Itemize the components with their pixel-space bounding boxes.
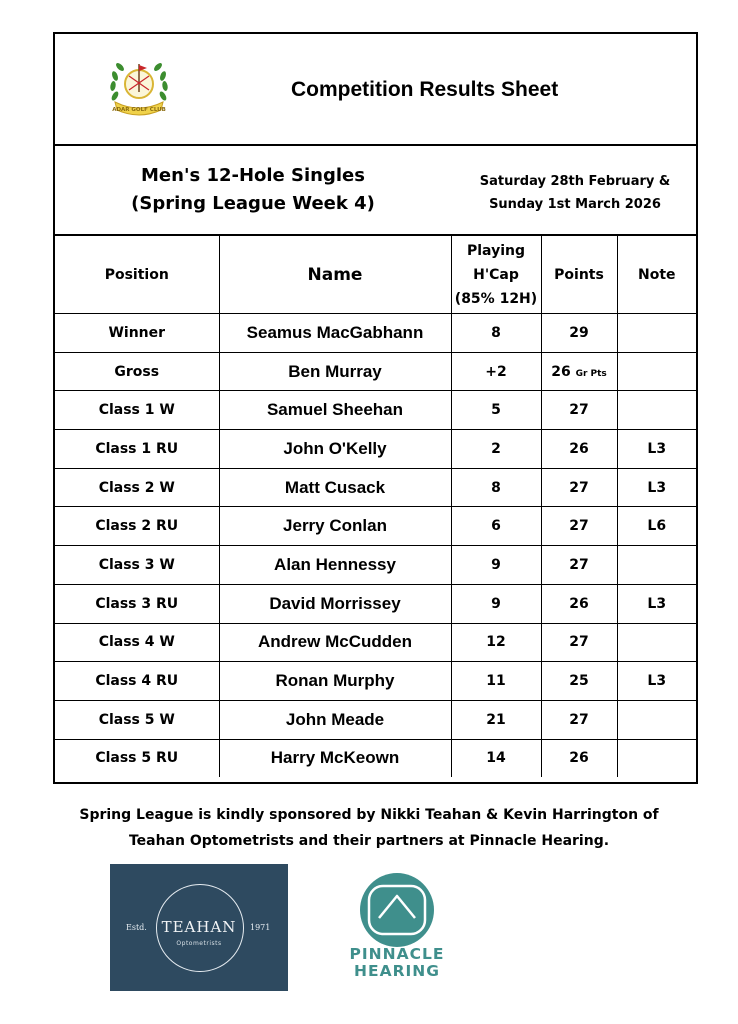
name-cell — [219, 700, 451, 739]
club-logo-text: ADAR GOLF CLUB — [112, 107, 166, 113]
note-cell — [617, 430, 696, 469]
column-header-handicap — [451, 236, 541, 314]
points-cell — [541, 314, 617, 353]
name-cell — [219, 468, 451, 507]
position-cell-value: Winner — [108, 324, 166, 341]
competition-date-line1: Saturday 28th February & — [479, 174, 671, 189]
position-cell — [55, 352, 219, 391]
points-cell-value: 27 — [569, 479, 589, 496]
handicap-cell — [451, 314, 541, 353]
handicap-cell-value: 6 — [491, 518, 501, 535]
teahan-year: 1971 — [250, 923, 271, 932]
points-cell-value: 27 — [569, 634, 589, 651]
handicap-cell — [451, 700, 541, 739]
position-cell — [55, 391, 219, 430]
pinnacle-hearing-logo — [352, 872, 442, 948]
position-cell — [55, 468, 219, 507]
name-cell — [219, 584, 451, 623]
points-cell — [541, 546, 617, 585]
handicap-cell — [451, 662, 541, 701]
results-sheet — [53, 32, 698, 784]
handicap-header-line3: (85% 12H) — [454, 290, 538, 307]
points-cell-value: 25 — [569, 673, 589, 690]
competition-date-line2: Sunday 1st March 2026 — [489, 197, 661, 212]
position-cell-value: Gross — [114, 363, 160, 380]
results-table-body — [55, 314, 696, 778]
points-cell-value: 27 — [569, 518, 589, 535]
points-cell — [541, 739, 617, 777]
note-cell — [617, 739, 696, 777]
note-cell-value: L3 — [647, 440, 667, 457]
name-cell — [219, 391, 451, 430]
note-cell — [617, 507, 696, 546]
name-cell — [219, 739, 451, 777]
position-cell-value: Class 3 W — [98, 556, 175, 573]
points-cell-value: 29 — [569, 324, 589, 341]
handicap-cell-value: 2 — [491, 440, 501, 457]
points-cell — [541, 584, 617, 623]
name-cell-value: Andrew McCudden — [258, 632, 412, 652]
handicap-cell-value: +2 — [485, 363, 507, 380]
position-cell — [55, 507, 219, 546]
name-cell-value: Alan Hennessy — [274, 554, 396, 574]
note-cell — [617, 391, 696, 430]
position-cell — [55, 430, 219, 469]
name-cell-value: David Morrissey — [269, 593, 401, 613]
points-cell-value: 26 — [551, 363, 571, 380]
position-cell-value: Class 3 RU — [95, 595, 179, 612]
name-cell-value: Harry McKeown — [270, 748, 400, 768]
note-cell-value: L6 — [647, 518, 667, 535]
table-row — [55, 507, 696, 546]
points-cell — [541, 623, 617, 662]
teahan-name: TEAHAN — [161, 918, 237, 936]
points-cell-value: 27 — [569, 711, 589, 728]
pinnacle-word-line2: HEARING — [354, 962, 440, 980]
points-cell — [541, 430, 617, 469]
sponsor-line2: Teahan Optometrists and their partners at Pinnacle Hearing. — [128, 833, 610, 849]
table-row — [55, 430, 696, 469]
handicap-cell — [451, 430, 541, 469]
position-cell — [55, 662, 219, 701]
name-cell — [219, 662, 451, 701]
results-table — [55, 236, 696, 777]
name-cell — [219, 430, 451, 469]
points-cell-value: 26 — [569, 595, 589, 612]
handicap-cell-value: 8 — [491, 324, 501, 341]
table-row — [55, 623, 696, 662]
position-cell — [55, 314, 219, 353]
name-cell-value: Jerry Conlan — [283, 516, 387, 536]
name-cell-value: Ben Murray — [288, 361, 382, 381]
handicap-cell — [451, 623, 541, 662]
points-cell — [541, 700, 617, 739]
handicap-cell — [451, 391, 541, 430]
column-header-points: Points — [541, 236, 617, 314]
name-cell-value: Ronan Murphy — [275, 671, 395, 691]
note-cell-value: L3 — [647, 673, 667, 690]
handicap-cell-value: 8 — [491, 479, 501, 496]
points-cell-value: 26 — [569, 750, 589, 767]
pinnacle-word-line1: PINNACLE — [349, 945, 445, 963]
competition-band — [55, 146, 696, 236]
position-cell — [55, 739, 219, 777]
handicap-cell-value: 11 — [486, 673, 506, 690]
position-cell-value: Class 4 W — [98, 634, 175, 651]
points-cell-value: 26 — [569, 440, 589, 457]
points-suffix: Gr Pts — [575, 368, 607, 379]
teahan-optometrists-logo — [110, 864, 288, 991]
sponsor-statement — [0, 802, 738, 854]
handicap-cell — [451, 352, 541, 391]
competition-title — [113, 162, 393, 218]
note-cell — [617, 623, 696, 662]
column-header-name: Name — [219, 236, 451, 314]
position-cell-value: Class 2 W — [98, 479, 175, 496]
table-row — [55, 739, 696, 777]
handicap-cell-value: 21 — [486, 711, 506, 728]
points-cell — [541, 391, 617, 430]
table-row — [55, 546, 696, 585]
position-cell-value: Class 5 W — [98, 711, 175, 728]
note-cell — [617, 700, 696, 739]
points-cell — [541, 352, 617, 391]
table-row — [55, 391, 696, 430]
name-cell — [219, 314, 451, 353]
position-cell-value: Class 1 RU — [95, 440, 179, 457]
name-cell-value: John Meade — [285, 709, 385, 729]
table-row — [55, 700, 696, 739]
name-cell — [219, 546, 451, 585]
sponsor-line1: Spring League is kindly sponsored by Nikki Teahan & Kevin Harrington of — [79, 807, 659, 823]
position-cell — [55, 546, 219, 585]
handicap-cell-value: 5 — [491, 402, 501, 419]
table-row — [55, 584, 696, 623]
teahan-estd: Estd. — [126, 923, 147, 932]
teahan-sub: Optometrists — [176, 940, 222, 947]
handicap-cell — [451, 584, 541, 623]
position-cell-value: Class 4 RU — [95, 673, 179, 690]
name-cell-value: Samuel Sheehan — [266, 400, 404, 420]
points-cell-value: 27 — [569, 556, 589, 573]
handicap-cell — [451, 739, 541, 777]
handicap-cell — [451, 468, 541, 507]
column-header-note: Note — [617, 236, 696, 314]
name-cell-value: John O'Kelly — [283, 438, 387, 458]
golf-club-crest-icon — [103, 52, 175, 124]
note-cell — [617, 468, 696, 507]
note-cell — [617, 352, 696, 391]
handicap-cell-value: 14 — [486, 750, 506, 767]
points-cell — [541, 507, 617, 546]
points-cell — [541, 662, 617, 701]
position-cell — [55, 623, 219, 662]
competition-title-line1: Men's 12-Hole Singles — [141, 165, 365, 186]
note-cell — [617, 546, 696, 585]
handicap-cell-value: 9 — [491, 556, 501, 573]
name-cell — [219, 352, 451, 391]
table-row — [55, 314, 696, 353]
position-cell — [55, 700, 219, 739]
points-cell — [541, 468, 617, 507]
table-header-row — [55, 236, 696, 314]
position-cell-value: Class 5 RU — [95, 750, 179, 767]
competition-title-line2: (Spring League Week 4) — [131, 193, 375, 214]
handicap-cell — [451, 546, 541, 585]
points-cell-value: 27 — [569, 402, 589, 419]
pinnacle-hearing-wordmark — [336, 946, 458, 980]
position-cell-value: Class 1 W — [98, 402, 175, 419]
note-cell-value: L3 — [647, 479, 667, 496]
note-cell — [617, 662, 696, 701]
name-cell-value: Matt Cusack — [284, 477, 386, 497]
handicap-cell-value: 9 — [491, 595, 501, 612]
name-cell-value: Seamus MacGabhann — [246, 322, 424, 342]
title-band — [55, 34, 696, 146]
note-cell — [617, 584, 696, 623]
competition-date — [465, 170, 685, 216]
handicap-cell — [451, 507, 541, 546]
table-row — [55, 352, 696, 391]
column-header-position: Position — [55, 236, 219, 314]
position-cell — [55, 584, 219, 623]
handicap-cell-value: 12 — [486, 634, 506, 651]
table-row — [55, 468, 696, 507]
name-cell — [219, 623, 451, 662]
note-cell — [617, 314, 696, 353]
note-cell-value: L3 — [647, 595, 667, 612]
handicap-header-line2: H'Cap — [473, 266, 519, 283]
position-cell-value: Class 2 RU — [95, 518, 179, 535]
handicap-header-line1: Playing — [467, 242, 525, 259]
table-row — [55, 662, 696, 701]
name-cell — [219, 507, 451, 546]
page-title: Competition Results Sheet — [291, 78, 559, 101]
